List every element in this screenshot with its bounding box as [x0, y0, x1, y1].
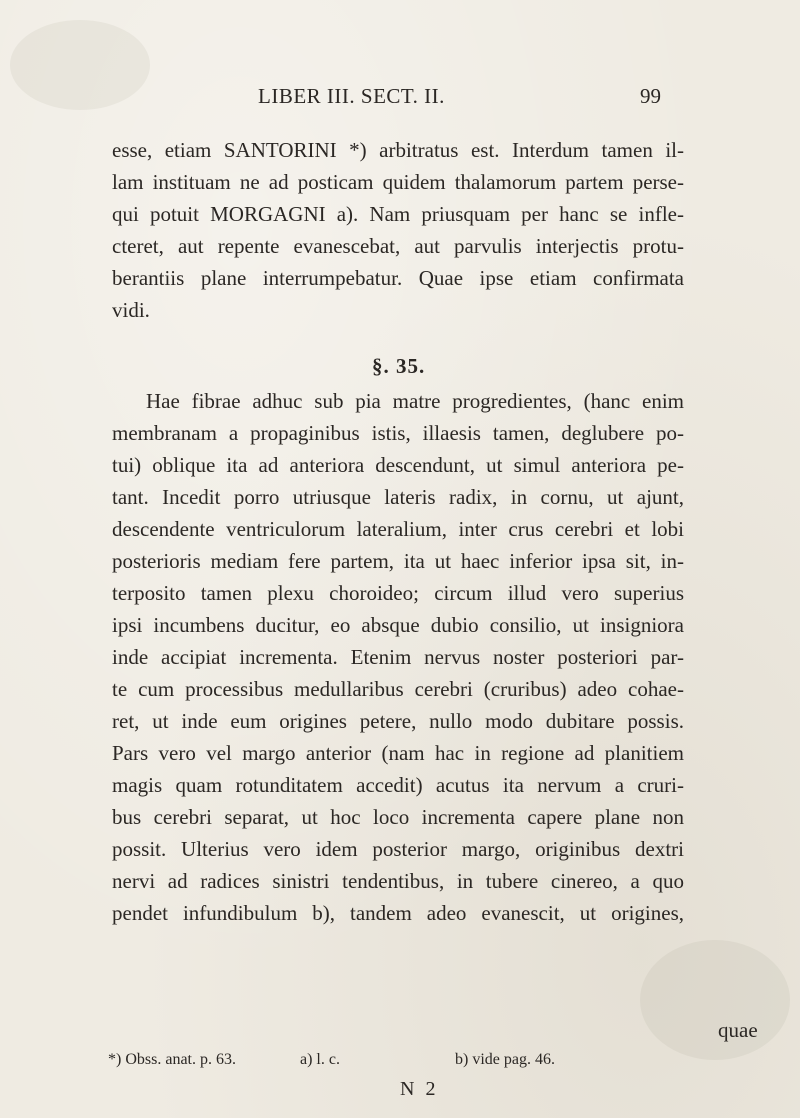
- text-line: ipsi incumbens ducitur, eo absque dubio consilio, ut insigniora: [112, 613, 684, 637]
- text-line: terposito tamen plexu choroideo; circum illud vero superius: [112, 581, 684, 605]
- text-line: tant. Incedit porro utriusque lateris radix, in cornu, ut ajunt,: [112, 485, 684, 509]
- text-line: bus cerebri separat, ut hoc loco incrementa capere plane non: [112, 805, 684, 829]
- text-line: lam instituam ne ad posticam quidem thalamorum partem perse-: [112, 170, 684, 194]
- text-line: inde accipiat incrementa. Etenim nervus noster posteriori par-: [112, 645, 684, 669]
- footnote-star: *) Obss. anat. p. 63.: [108, 1051, 236, 1068]
- text-line: magis quam rotunditatem accedit) acutus ita nervum a cruri-: [112, 773, 684, 797]
- page-header: [0, 84, 800, 114]
- text-line: posterioris mediam fere partem, ita ut haec inferior ipsa sit, in-: [112, 549, 684, 573]
- text-line: ret, ut inde eum origines petere, nullo modo dubitare possis.: [112, 709, 684, 733]
- section-heading: §. 35.: [372, 354, 426, 378]
- footnote-a: a) l. c.: [300, 1051, 340, 1068]
- catchword: quae: [718, 1018, 758, 1042]
- text-line: vidi.: [112, 298, 150, 322]
- text-line: pendet infundibulum b), tandem adeo evanescit, ut origines,: [112, 901, 684, 925]
- paper-stain: [640, 940, 790, 1060]
- text-line: berantiis plane interrumpebatur. Quae ipse etiam confirmata: [112, 266, 684, 290]
- page-number: 99: [640, 84, 661, 108]
- text-line: esse, etiam SANTORINI *) arbitratus est. Interdum tamen il-: [112, 138, 684, 162]
- text-line: te cum processibus medullaribus cerebri (cruribus) adeo cohae-: [112, 677, 684, 701]
- text-line: Hae fibrae adhuc sub pia matre progredientes, (hanc enim: [146, 389, 684, 413]
- footnote-b: b) vide pag. 46.: [455, 1051, 555, 1068]
- text-line: qui potuit MORGAGNI a). Nam priusquam per hanc se infle-: [112, 202, 684, 226]
- signature-mark: N 2: [400, 1078, 439, 1100]
- text-line: possit. Ulterius vero idem posterior margo, originibus dextri: [112, 837, 684, 861]
- text-line: descendente ventriculorum lateralium, inter crus cerebri et lobi: [112, 517, 684, 541]
- running-head: LIBER III. SECT. II.: [258, 84, 445, 108]
- text-line: tui) oblique ita ad anteriora descendunt, ut simul anteriora pe-: [112, 453, 684, 477]
- text-line: nervi ad radices sinistri tendentibus, in tubere cinereo, a quo: [112, 869, 684, 893]
- text-line: cteret, aut repente evanescebat, aut parvulis interjectis protu-: [112, 234, 684, 258]
- text-line: membranam a propaginibus istis, illaesis tamen, deglubere po-: [112, 421, 684, 445]
- text-line: Pars vero vel margo anterior (nam hac in regione ad planitiem: [112, 741, 684, 765]
